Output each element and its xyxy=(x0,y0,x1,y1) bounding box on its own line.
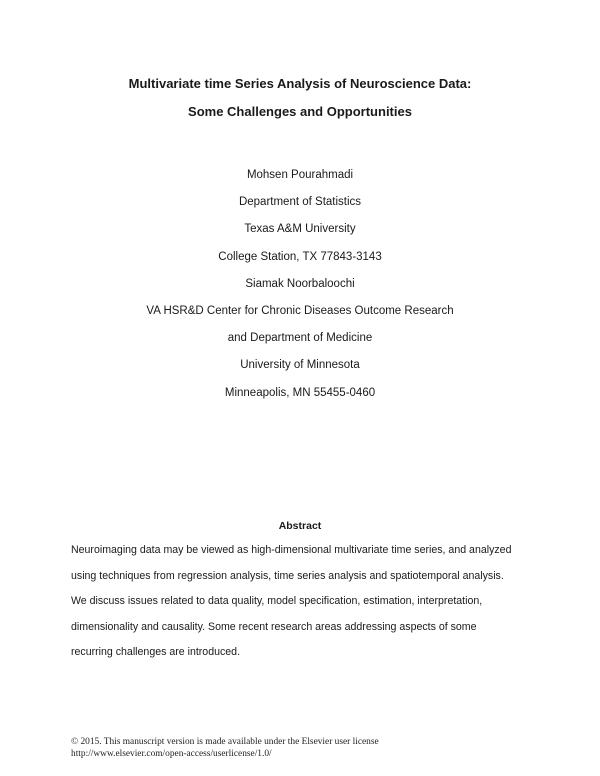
affiliation-department: Department of Statistics xyxy=(238,196,362,209)
author-affiliation-block xyxy=(0,167,600,412)
license-url-link[interactable]: http://www.elsevier.com/open-access/userlicense/1.0/ xyxy=(71,749,272,759)
paper-title-line-2: Some Challenges and Opportunities xyxy=(188,104,412,119)
abstract-line: We discuss issues related to data quality, model specification, estimation, interpretation, xyxy=(71,595,483,608)
abstract-line: using techniques from regression analysis, time series analysis and spatiotemporal analysis. xyxy=(71,569,504,582)
abstract-body xyxy=(71,543,541,671)
affiliation-university: Texas A&M University xyxy=(244,223,356,236)
license-statement: © 2015. This manuscript version is made available under the Elsevier user license xyxy=(71,737,379,747)
abstract-line: Neuroimaging data may be viewed as high-dimensional multivariate time series, and analyzed xyxy=(71,544,512,556)
affiliation-address: Minneapolis, MN 55455-0460 xyxy=(224,386,376,399)
affiliation-university: University of Minnesota xyxy=(240,359,360,372)
paper-title-line-1: Multivariate time Series Analysis of Neuroscience Data: xyxy=(128,76,472,91)
abstract-line: dimensionality and causality. Some recent research areas addressing aspects of some xyxy=(71,620,477,633)
author-name: Mohsen Pourahmadi xyxy=(246,169,354,181)
affiliation-center: VA HSR&D Center for Chronic Diseases Outcome Research xyxy=(146,304,454,317)
abstract-heading: Abstract xyxy=(278,520,322,532)
affiliation-department: and Department of Medicine xyxy=(227,332,373,345)
abstract-line: recurring challenges are introduced. xyxy=(71,646,241,659)
affiliation-address: College Station, TX 77843-3143 xyxy=(218,250,382,263)
author-name: Siamak Noorbaloochi xyxy=(245,277,355,290)
license-notice xyxy=(71,736,379,760)
